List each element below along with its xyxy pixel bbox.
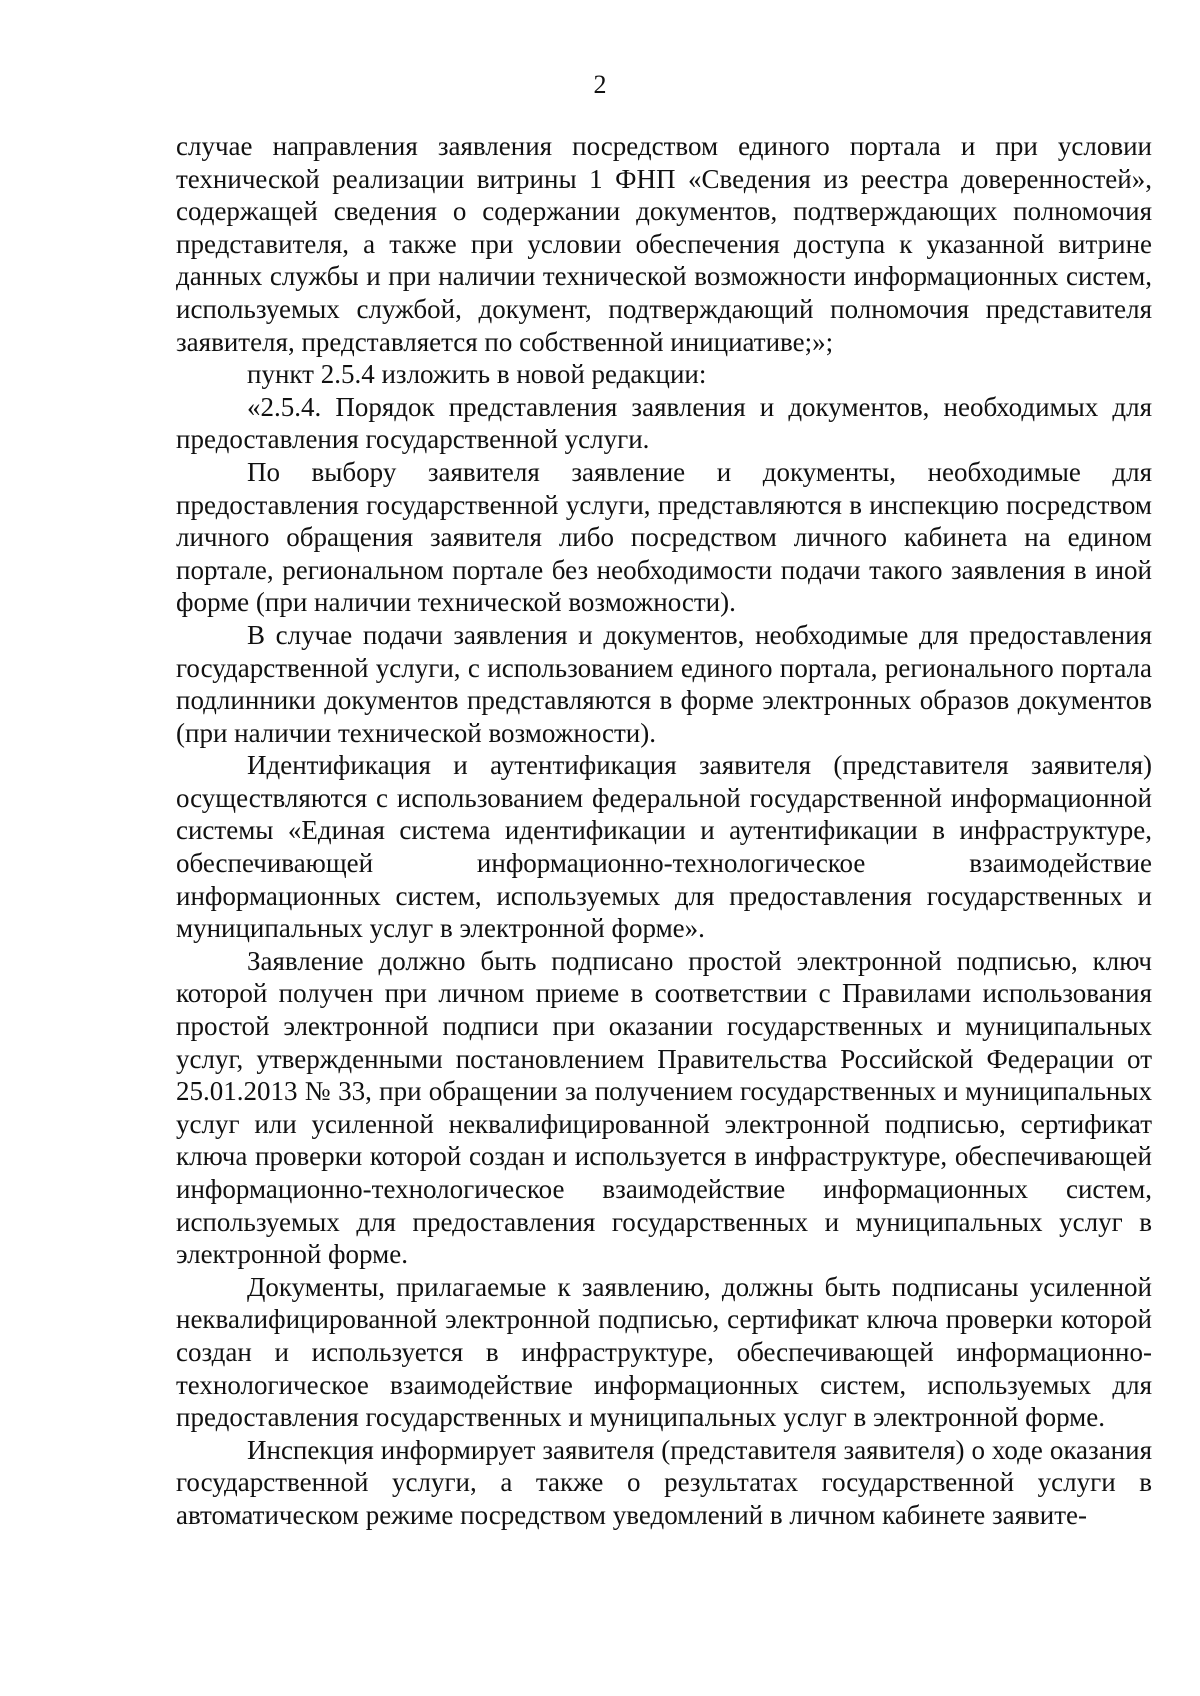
- paragraph-electronic-images: В случае подачи заявления и документов, необходимые для предоставления государственной услуги, с использованием единого портала, регионального портала подлинники документов представляются в форме электронных образов документов (при наличии технической возможности).: [176, 619, 1152, 748]
- paragraph-identification: Идентификация и аутентификация заявителя (представителя заявителя) осуществляются с использованием федеральной государственной информационной системы «Единая система идентификации и аутентификации в инфраструктуре, обеспечивающей информационно-технологическое взаимодействие информационных систем, используемых для предоставления государственных и муниципальных услуг в электронной форме».: [176, 750, 1152, 944]
- paragraph-simple-signature: Заявление должно быть подписано простой электронной подписью, ключ которой получен при личном приеме в соответствии с Правилами использования простой электронной подписи при оказании государственных и муниципальных услуг, утвержденными постановлением Правительства Российской Федерации от 25.01.2013 № 33, при обращении за получением государственных и муниципальных услуг или усиленной неквалифицированной электронной подписью, сертификат ключа проверки которой создан и используется в инфраструктуре, обеспечивающей информационно-технологическое взаимодействие информационных систем, используемых для предоставления государственных и муниципальных услуг в электронной форме.: [176, 945, 1152, 1270]
- paragraph-section-heading: «2.5.4. Порядок представления заявления и документов, необходимых для предоставления государственной услуги.: [176, 391, 1152, 455]
- paragraph-amendment-instruction: пункт 2.5.4 изложить в новой редакции:: [247, 359, 707, 390]
- paragraph-submission-choice: По выбору заявителя заявление и документы, необходимые для предоставления государственной услуги, представляются в инспекцию посредством личного обращения заявителя либо посредством личного кабинета на едином портале, региональном портале без необходимости подачи такого заявления в иной форме (при наличии технической возможности).: [176, 456, 1152, 618]
- paragraph-continuation: случае направления заявления посредством единого портала и при условии технической реализации витрины 1 ФНП «Сведения из реестра доверенностей», содержащей сведения о содержании документов, подтверждающих полномочия представителя, а также при условии обеспечения доступа к указанной витрине данных службы и при наличии технической возможности информационных систем, используемых службой, документ, подтверждающий полномочия представителя заявителя, представляется по собственной инициативе;»;: [176, 131, 1152, 357]
- paragraph-notifications: Инспекция информирует заявителя (представителя заявителя) о ходе оказания государственной услуги, а также о результатах государственной услуги в автоматическом режиме посредством уведомлений в личном кабинете заявите-: [176, 1434, 1152, 1530]
- document-body: [176, 130, 1152, 1532]
- paragraph-attached-documents: Документы, прилагаемые к заявлению, должны быть подписаны усиленной неквалифицированной электронной подписью, сертификат ключа проверки которой создан и используется в инфраструктуре, обеспечивающей информационно-технологическое взаимодействие информационных систем, используемых для предоставления государственных и муниципальных услуг в электронной форме.: [176, 1271, 1152, 1433]
- page-number: 2: [593, 70, 607, 99]
